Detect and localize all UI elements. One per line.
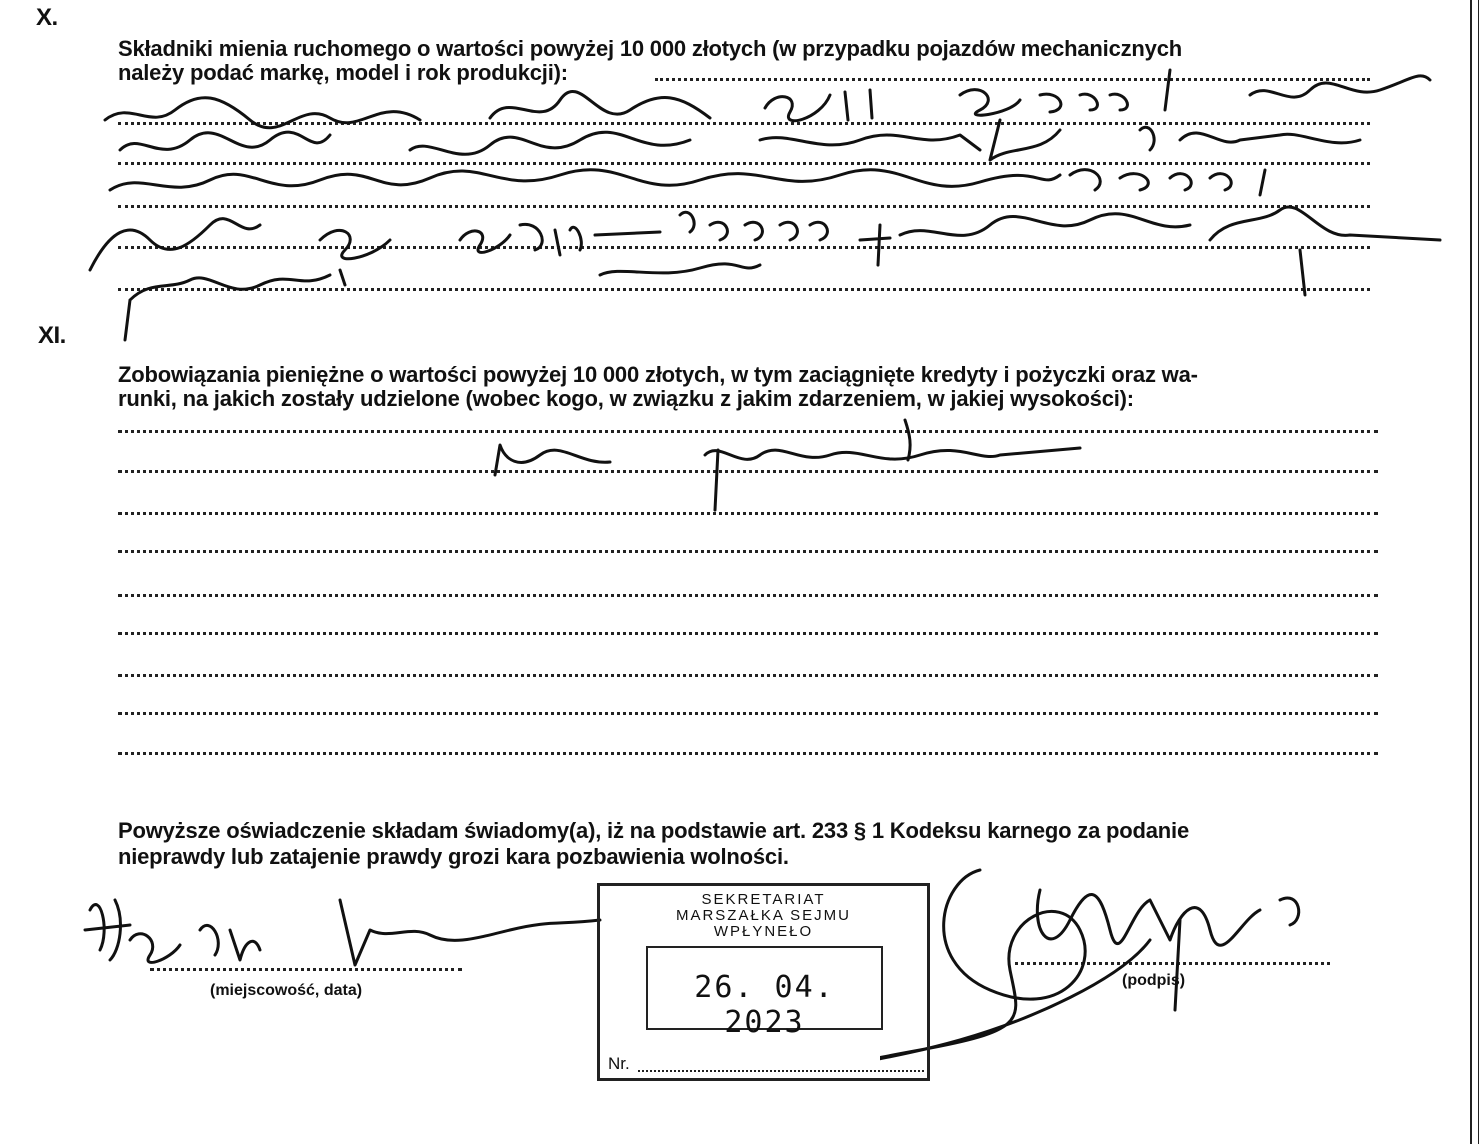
handwriting-section-x: [0, 0, 1482, 360]
place-date-handwriting: [70, 870, 670, 990]
answer-line: [118, 712, 1378, 715]
signature-handwriting: [880, 830, 1360, 1070]
section-x-text-line1: Składniki mienia ruchomego o wartości powyżej 10 000 złotych (w przypadku pojazdów mechanicznych: [118, 36, 1182, 61]
signature-caption: (podpis): [1122, 972, 1186, 989]
section-xi-text-line2: runki, na jakich zostały udzielone (wobec kogo, w związku z jakim zdarzeniem, w jakiej wysokości):: [118, 386, 1134, 411]
answer-line: [118, 550, 1378, 553]
declaration-line1: Powyższe oświadczenie składam świadomy(a), iż na podstawie art. 233 § 1 Kodeksu karnego za podanie: [118, 818, 1189, 843]
answer-line: [118, 752, 1378, 755]
stamp-nr-line: [638, 1070, 924, 1072]
stamp-nr-label: Nr.: [608, 1054, 630, 1073]
declaration-line2: nieprawdy lub zatajenie prawdy grozi kara pozbawienia wolności.: [118, 844, 789, 869]
section-x-number: X.: [36, 4, 58, 31]
handwriting-section-xi: [0, 400, 1482, 520]
stamp-date-box: [646, 946, 883, 1040]
section-xi-number: XI.: [38, 322, 66, 349]
answer-line: [118, 674, 1378, 677]
answer-line: [118, 632, 1378, 635]
answer-line: [118, 594, 1378, 597]
section-xi-text-line1: Zobowiązania pieniężne o wartości powyżej 10 000 złotych, w tym zaciągnięte kredyty i pożyczki oraz wa-: [118, 362, 1198, 387]
section-x-text-line2: należy podać markę, model i rok produkcji):: [118, 60, 568, 85]
stamp-line1: SEKRETARIAT: [701, 891, 826, 908]
stamp-line2: MARSZAŁKA SEJMU: [675, 907, 852, 924]
stamp-line3: WPŁYNEŁO: [713, 923, 814, 940]
stamp-date: 26. 04. 2023: [694, 970, 835, 1040]
place-date-caption: (miejscowość, data): [210, 982, 363, 999]
receipt-stamp: [597, 883, 930, 1081]
